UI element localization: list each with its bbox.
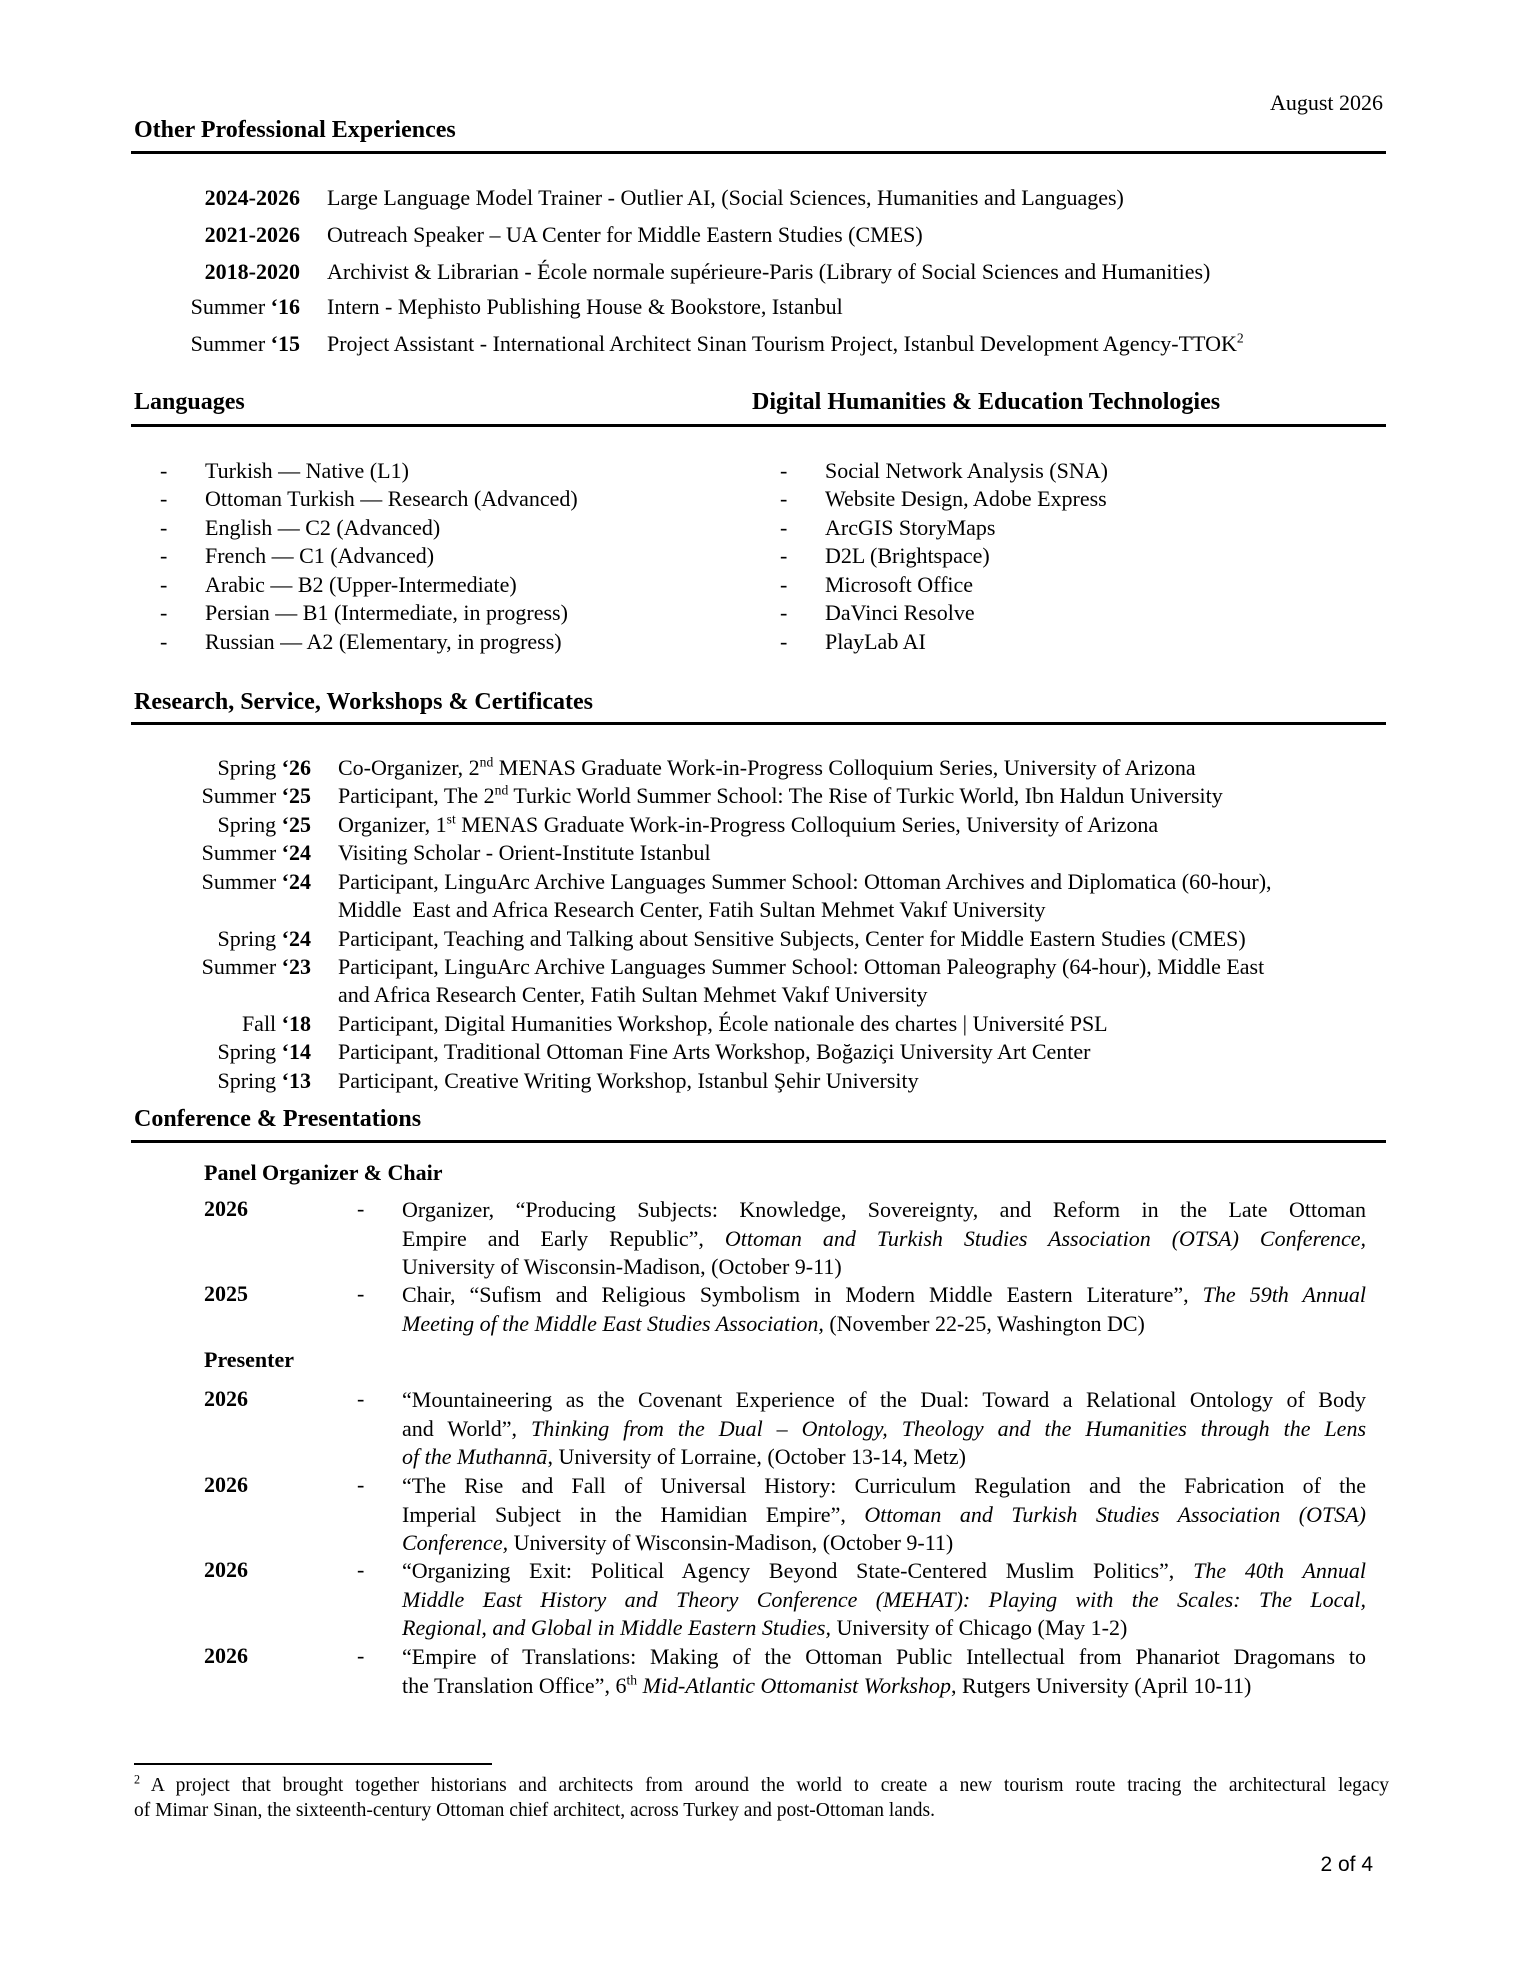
experience-season: Summer bbox=[190, 294, 266, 319]
experience-text: Project Assistant - International Architect Sinan Tourism Project, Istanbul Development Agency-TTOK bbox=[327, 331, 1237, 356]
presenter-label: Presenter bbox=[204, 1347, 294, 1372]
experience-text: Outreach Speaker – UA Center for Middle Eastern Studies (CMES) bbox=[327, 222, 923, 247]
experience-year: ‘15 bbox=[270, 331, 300, 356]
footnote: $^2$ A project that brought together historians and architects from around the world to create a new tourism route tracing the architectural legacy of Mimar Sinan, the sixteenth-century Ottoman chief architect, across Turkey and post-Ottoman lands. bbox=[134, 1772, 1389, 1821]
section-heading-research: Research, Service, Workshops & Certificates bbox=[134, 689, 594, 715]
section-rule bbox=[131, 424, 1386, 427]
section-rule bbox=[131, 151, 1386, 154]
experience-period: 2021-2026 bbox=[204, 222, 300, 247]
section-heading-languages: Languages bbox=[134, 389, 245, 415]
experience-text: Large Language Model Trainer - Outlier AI, (Social Sciences, Humanities and Languages) bbox=[327, 185, 1124, 210]
section-rule bbox=[131, 1140, 1386, 1143]
document-date: August 2026 bbox=[1269, 90, 1383, 115]
footnote-reference[interactable]: 2 bbox=[1236, 330, 1244, 346]
experience-period: 2024-2026 bbox=[204, 185, 300, 210]
experience-season: Summer bbox=[190, 331, 266, 356]
experience-text: Intern - Mephisto Publishing House & Bookstore, Istanbul bbox=[327, 294, 843, 319]
section-heading-digital-humanities: Digital Humanities & Education Technologies bbox=[752, 389, 1221, 415]
page-number: 2 of 4 bbox=[1320, 1853, 1373, 1876]
cv-page: August 2026 Other Professional Experiences 2024-2026 Large Language Model Trainer - Outlier AI, (Social Sciences, Humanities and Languages) 2021-2026 Outreach Speaker – UA Center for Middle Eastern Studies (CMES) 2018-2020 Archivist & Librarian - École normale supérieure-Paris (Library of Social Sciences and Humanities) Summer ‘16 Intern - Mephisto Publishing House & Bookstore, Istanbul Summer ‘15 Project Assistant - International Architect Sinan Tourism Project, Istanbul Development Agency-TTOK$^2$ Languages Digital Humanities & Education Technologies - Turkish — Native (L1) - Ottoman Turkish — Research (Advanced) - English — C2 (Advanced) - French — C1 (Advanced) - Arabic — B2 (Upper-Intermediate) - Persian — B1 (Intermediate, in progress) - Russian — A2 (Elementary, in progress) - Social Network Analysis (SNA) - Website Design, Adobe Express - ArcGIS StoryMaps - D2L (Brightspace) - Microsoft Office - DaVinci Resolve - PlayLab AI Research, Service, Workshops & Certificates Spring ‘26 Co-Organizer, 2nd MENAS Graduate Work-in-Progress Colloquium Series, University of Arizona Summer ‘25 Participant, The 2nd Turkic World Summer School: The Rise of Turkic World, Ibn Haldun University Spring ‘25 Organizer, 1st MENAS Graduate Work-in-Progress Colloquium Series, University of Arizona Summer ‘24 Visiting Scholar - Orient-Institute Istanbul Summer ‘24 Participant, LinguArc Archive Languages Summer School: Ottoman Archives and Diplomatica (60-hour), Middle East and Africa Research Center, Fatih Sultan Mehmet Vakıf University Spring ‘24 Participant, Teaching and Talking about Sensitive Subjects, Center for Middle Eastern Studies (CMES) Summer ‘23 Participant, LinguArc Archive Languages Summer School: Ottoman Paleography (64-hour), Middle East and Africa Research Center, Fatih Sultan Mehmet Vakıf University Fall ‘18 Participant, Digital Humanities Workshop, École nationale des chartes | Université PSL Spring ‘14 Participant, Traditional Ottoman Fine Arts Workshop, Boğaziçi University Art Center Spring ‘13 Participant, Creative Writing Workshop, Istanbul Şehir University Conference & Presentations Panel Organizer & Chair 2026 - Organizer, “Producing Subjects: Knowledge, Sovereignty, and Reform in the Late Ottoman Empire and Early Republic”, Ottoman and Turkish Studies Association (OTSA) Conference, University of Wisconsin-Madison, (October 9-11) 2025 - Chair, “Sufism and Religious Symbolism in Modern Middle Eastern Literature”, The 59th Annual Meeting of the Middle East Studies Association, (November 22-25, Washington DC) Presenter 2026 - “Mountaineering as the Covenant Experience of the Dual: Toward a Relational Ontology of Body and World”, Thinking from the Dual – Ontology, Theology and the Humanities through the Lens of the Muthannā, University of Lorraine, (October 13-14, Metz) 2026 - “The Rise and Fall of Universal History: Curriculum Regulation and the Fabrication of the Imperial Subject in the Hamidian Empire”, Ottoman and Turkish Studies Association (OTSA) Conference, University of Wisconsin-Madison, (October 9-11) 2026 - “Organizing Exit: Political Agency Beyond State-Centered Muslim Politics”, The 40th Annual Middle East History and Theory Conference (MEHAT): Playing with the Scales: The Local, Regional, and Global in Middle Eastern Studies, University of Chicago (May 1-2) 2026 - “Empire of Translations: Making of the Ottoman Public Intellectual from Phanariot Dragomans to the Translation Office”, 6th Mid-Atlantic Ottomanist Workshop, Rutgers University (April 10-11) $^2$ A project that brought together historians and architects from around the world to create a new tourism route tracing the architectural legacy of Mimar Sinan, the sixteenth-century Ottoman chief architect, across Turkey and post-Ottoman lands. 2 of 4 bbox=[0, 0, 1530, 1980]
section-heading-conference: Conference & Presentations bbox=[134, 1106, 422, 1132]
section-heading-other-experiences: Other Professional Experiences bbox=[134, 117, 456, 143]
experience-period: 2018-2020 bbox=[204, 259, 300, 284]
experience-year: ‘16 bbox=[270, 294, 300, 319]
footnote-separator bbox=[134, 1763, 492, 1765]
panel-organizer-label: Panel Organizer & Chair bbox=[204, 1160, 443, 1185]
footnote-mark: 2 bbox=[134, 1772, 141, 1787]
experience-text: Archivist & Librarian - École normale supérieure-Paris (Library of Social Sciences and Humanities) bbox=[327, 259, 1211, 284]
section-rule bbox=[131, 722, 1386, 725]
